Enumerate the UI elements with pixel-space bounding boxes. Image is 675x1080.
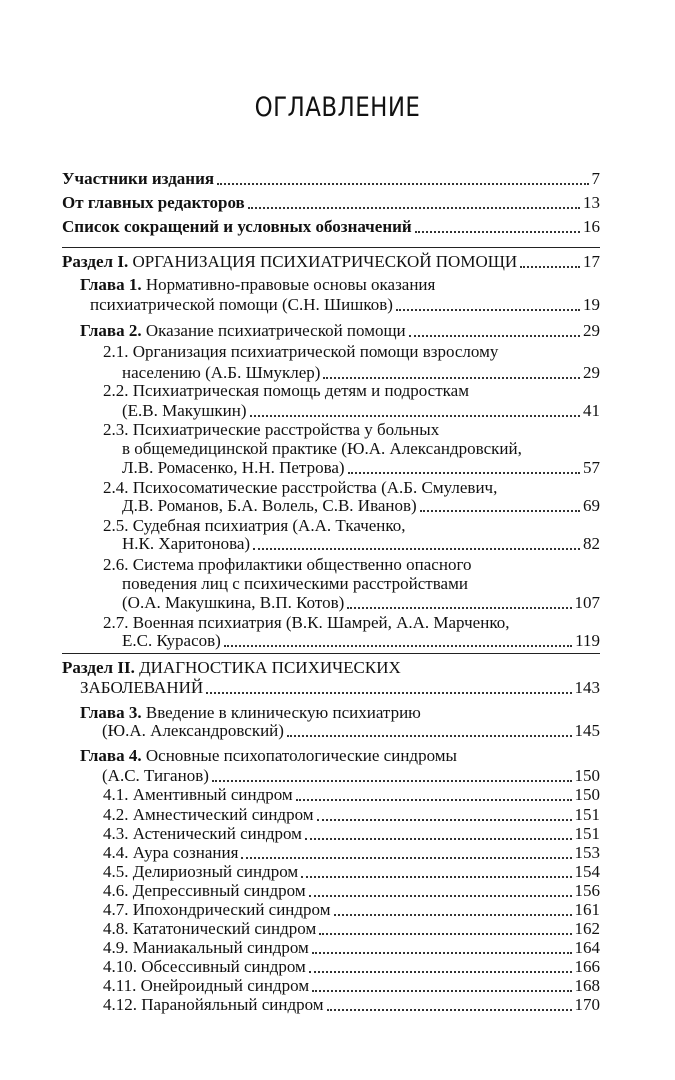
dot-leader bbox=[415, 231, 580, 233]
entry-title: (Ю.А. Александровский) bbox=[102, 721, 284, 740]
page-number: 150 bbox=[574, 766, 600, 785]
subsection-line: поведения лиц с психическими расстройствами bbox=[122, 574, 468, 593]
entry-title: (Е.В. Макушкин) bbox=[122, 401, 247, 420]
page-number: 168 bbox=[574, 976, 600, 995]
chapter-label: Глава 1. bbox=[80, 275, 142, 294]
page-number: 107 bbox=[574, 593, 600, 612]
entry-title: Л.В. Ромасенко, Н.Н. Петрова) bbox=[122, 458, 345, 477]
dot-leader bbox=[409, 335, 580, 337]
page-number: 119 bbox=[575, 631, 600, 650]
entry-title: психиатрической помощи (С.Н. Шишков) bbox=[90, 295, 393, 314]
dot-leader bbox=[301, 876, 571, 878]
entry-title: Н.К. Харитонова) bbox=[122, 534, 251, 553]
subsection-line[interactable]: 2.3. Психиатрические расстройства у больных bbox=[103, 420, 440, 439]
page-number: 145 bbox=[574, 721, 600, 740]
entry-title: 4.4. Аура сознания bbox=[103, 843, 239, 862]
list-item[interactable] bbox=[103, 784, 600, 806]
dot-leader bbox=[296, 799, 572, 801]
toc-entry[interactable] bbox=[122, 457, 600, 479]
dot-leader bbox=[212, 780, 572, 782]
entry-title: От главных редакторов bbox=[62, 193, 245, 212]
toc-section-entry[interactable] bbox=[62, 251, 600, 273]
entry-title: 4.5. Делириозный синдром bbox=[103, 862, 299, 881]
chapter-title: Нормативно-правовые основы оказания bbox=[145, 275, 436, 294]
dot-leader bbox=[206, 692, 571, 694]
dot-leader bbox=[250, 415, 580, 417]
toc-entry[interactable] bbox=[122, 495, 600, 517]
dot-leader bbox=[319, 933, 571, 935]
page-number: 170 bbox=[574, 995, 600, 1014]
chapter-label: Глава 3. bbox=[80, 703, 142, 722]
toc-section-entry[interactable] bbox=[80, 677, 600, 699]
dot-leader bbox=[334, 914, 572, 916]
entry-title: 4.8. Кататонический синдром bbox=[103, 919, 317, 938]
entry-title: Е.С. Курасов) bbox=[122, 631, 221, 650]
dot-leader bbox=[312, 952, 572, 954]
dot-leader bbox=[305, 838, 572, 840]
section-title: ДИАГНОСТИКА ПСИХИЧЕСКИХ bbox=[139, 658, 401, 677]
chapter-label: Глава 2. bbox=[80, 321, 142, 340]
section-heading[interactable] bbox=[62, 657, 401, 679]
page-number: 57 bbox=[583, 458, 600, 477]
chapter-label: Глава 4. bbox=[80, 746, 142, 765]
toc-entry[interactable] bbox=[102, 720, 600, 742]
section-divider bbox=[62, 247, 600, 248]
entry-title: Д.В. Романов, Б.А. Волель, С.В. Иванов) bbox=[122, 496, 417, 515]
entry-title: 4.12. Паранойяльный синдром bbox=[103, 995, 324, 1014]
entry-title: 4.3. Астенический синдром bbox=[103, 824, 302, 843]
toc-entry[interactable] bbox=[62, 216, 600, 238]
section-title: ОРГАНИЗАЦИЯ ПСИХИАТРИЧЕСКОЙ ПОМОЩИ bbox=[132, 252, 518, 271]
chapter-title: Оказание психиатрической помощи bbox=[145, 321, 406, 340]
entry-title: (А.С. Тиганов) bbox=[102, 766, 209, 785]
page-number: 153 bbox=[574, 843, 600, 862]
subsection-line[interactable]: 2.2. Психиатрическая помощь детям и подросткам bbox=[103, 381, 469, 400]
entry-title: 4.2. Амнестический синдром bbox=[103, 805, 314, 824]
entry-title: (О.А. Макушкина, В.П. Котов) bbox=[122, 593, 345, 612]
toc-entry[interactable] bbox=[122, 630, 600, 652]
page-number: 162 bbox=[574, 919, 600, 938]
entry-title: Список сокращений и условных обозначений bbox=[62, 217, 412, 236]
page-number: 156 bbox=[574, 881, 600, 900]
page-number: 7 bbox=[591, 169, 600, 188]
page-number: 161 bbox=[574, 900, 600, 919]
subsection-line[interactable]: 2.6. Система профилактики общественно опасного bbox=[103, 555, 472, 574]
page-number: 151 bbox=[574, 824, 600, 843]
entry-title: 4.10. Обсессивный синдром bbox=[103, 957, 306, 976]
dot-leader bbox=[309, 971, 572, 973]
toc-entry[interactable] bbox=[62, 192, 600, 214]
page-number: 143 bbox=[574, 678, 600, 697]
dot-leader bbox=[327, 1009, 572, 1011]
dot-leader bbox=[312, 990, 571, 992]
entry-title: Участники издания bbox=[62, 169, 215, 188]
entry-title: 4.11. Онейроидный синдром bbox=[103, 976, 310, 995]
chapter-title: Основные психопатологические синдромы bbox=[145, 746, 457, 765]
toc-entry[interactable] bbox=[122, 592, 600, 614]
page-number: 17 bbox=[583, 252, 600, 271]
page-number: 13 bbox=[583, 193, 600, 212]
subsection-line[interactable]: 2.5. Судебная психиатрия (А.А. Ткаченко, bbox=[103, 516, 406, 535]
toc-entry[interactable] bbox=[62, 168, 600, 190]
entry-title: 4.1. Аментивный синдром bbox=[103, 785, 293, 804]
page-number: 41 bbox=[583, 401, 600, 420]
chapter-title: Введение в клиническую психиатрию bbox=[145, 703, 421, 722]
toc-entry[interactable] bbox=[80, 320, 600, 342]
entry-title: населению (А.Б. Шмуклер) bbox=[122, 363, 321, 382]
dot-leader bbox=[287, 735, 572, 737]
dot-leader bbox=[323, 377, 580, 379]
entry-title: 4.9. Маниакальный синдром bbox=[103, 938, 309, 957]
dot-leader bbox=[396, 309, 580, 311]
page-number: 166 bbox=[574, 957, 600, 976]
dot-leader bbox=[224, 645, 572, 647]
dot-leader bbox=[241, 857, 571, 859]
page-number: 69 bbox=[583, 496, 600, 515]
subsection-line: в общемедицинской практике (Ю.А. Александровский, bbox=[122, 439, 522, 458]
entry-title: ЗАБОЛЕВАНИЙ bbox=[80, 678, 204, 697]
page-number: 82 bbox=[583, 534, 600, 553]
dot-leader bbox=[217, 183, 588, 185]
dot-leader bbox=[317, 819, 572, 821]
dot-leader bbox=[248, 207, 580, 209]
dot-leader bbox=[309, 895, 572, 897]
page-title: ОГЛАВЛЕНИЕ bbox=[254, 92, 421, 123]
chapter-heading[interactable] bbox=[80, 745, 457, 767]
dot-leader bbox=[253, 548, 580, 550]
page-number: 154 bbox=[574, 862, 600, 881]
toc-entry[interactable] bbox=[122, 533, 600, 555]
section-label: Раздел I. bbox=[62, 252, 129, 271]
chapter-heading[interactable] bbox=[80, 274, 435, 296]
section-divider bbox=[62, 653, 600, 654]
subsection-line[interactable]: 2.7. Военная психиатрия (В.К. Шамрей, А.А. Марченко, bbox=[103, 613, 510, 632]
dot-leader bbox=[347, 607, 571, 609]
page-number: 29 bbox=[583, 363, 600, 382]
dot-leader bbox=[348, 472, 580, 474]
entry-title bbox=[80, 320, 406, 342]
section-label: Раздел II. bbox=[62, 658, 135, 677]
page-number: 151 bbox=[574, 805, 600, 824]
subsection-line[interactable]: 2.4. Психосоматические расстройства (А.Б. Смулевич, bbox=[103, 478, 498, 497]
page-number: 29 bbox=[583, 321, 600, 340]
page-number: 19 bbox=[583, 295, 600, 314]
page-number: 164 bbox=[574, 938, 600, 957]
page-number: 16 bbox=[583, 217, 600, 236]
toc-entry[interactable] bbox=[90, 294, 600, 316]
subsection-line[interactable]: 2.1. Организация психиатрической помощи взрослому bbox=[103, 342, 499, 361]
entry-title: 4.7. Ипохондрический синдром bbox=[103, 900, 331, 919]
entry-title: 4.6. Депрессивный синдром bbox=[103, 881, 306, 900]
page-number: 150 bbox=[574, 785, 600, 804]
list-item[interactable] bbox=[103, 994, 600, 1016]
entry-title bbox=[62, 251, 517, 273]
dot-leader bbox=[420, 510, 580, 512]
dot-leader bbox=[520, 266, 580, 268]
